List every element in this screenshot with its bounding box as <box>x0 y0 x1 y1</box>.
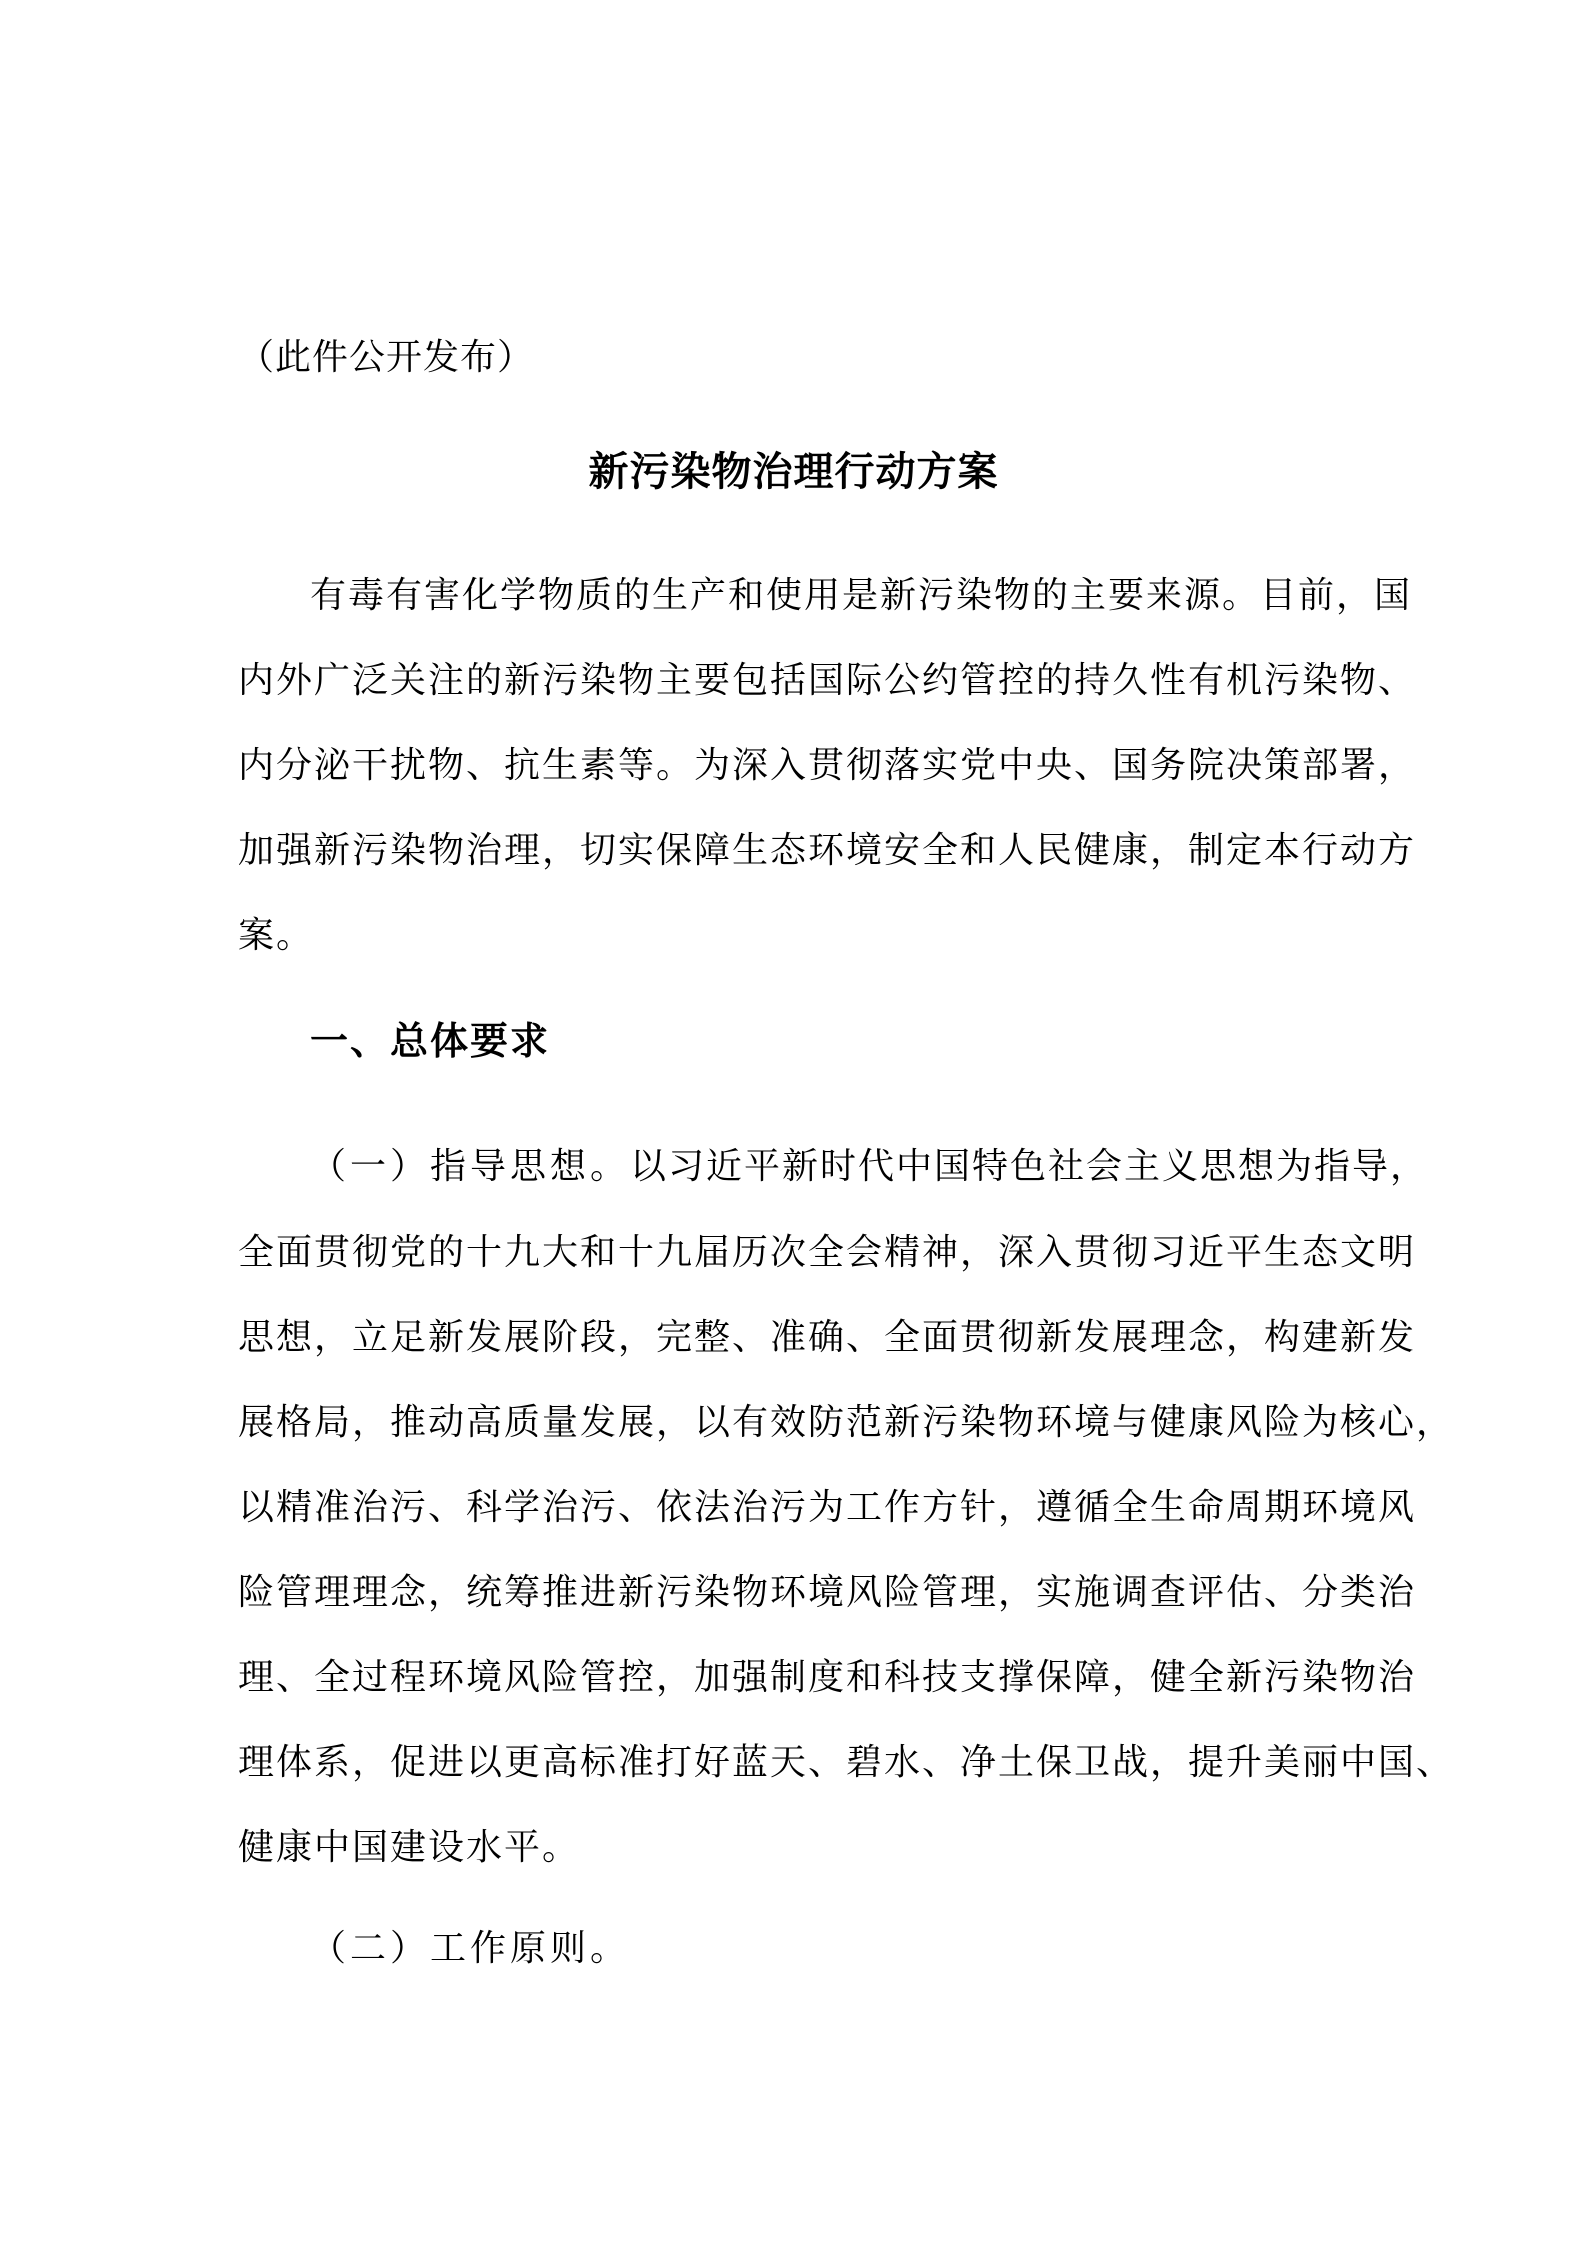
paragraph-line: 思想，立足新发展阶段，完整、准确、全面贯彻新发展理念，构建新发 <box>238 1316 1417 1357</box>
section-heading: 一、总体要求 <box>310 1021 551 1063</box>
document-title: 新污染物治理行动方案 <box>588 450 999 494</box>
paragraph-line: 以精准治污、科学治污、依法治污为工作方针，遵循全生命周期环境风 <box>238 1486 1417 1527</box>
subsection-lead: （一）指导思想。 <box>310 1146 631 1186</box>
working-principles-paragraph <box>238 1905 1448 1991</box>
paragraph-line-rest: 以习近平新时代中国特色社会主义思想为指导， <box>630 1145 1429 1186</box>
paragraph-line: 内外广泛关注的新污染物主要包括国际公约管控的持久性有机污染物、 <box>238 659 1417 700</box>
paragraph-line: 理体系，促进以更高标准打好蓝天、碧水、净土保卫战，提升美丽中国、 <box>238 1741 1455 1782</box>
paragraph-line: 有毒有害化学物质的生产和使用是新污染物的主要来源。目前，国 <box>310 574 1413 615</box>
subsection-lead: （二）工作原则。 <box>310 1928 631 1968</box>
paragraph-line: 案。 <box>238 914 315 955</box>
paragraph-line: 加强新污染物治理，切实保障生态环境安全和人民健康，制定本行动方 <box>238 829 1417 870</box>
paragraph-line: 理、全过程环境风险管控，加强制度和科技支撑保障，健全新污染物治 <box>238 1656 1417 1697</box>
distribution-note: （此件公开发布） <box>238 336 535 377</box>
paragraph-line <box>238 1905 1448 1991</box>
paragraph-line: 内分泌干扰物、抗生素等。为深入贯彻落实党中央、国务院决策部署， <box>238 744 1417 785</box>
paragraph-line: 全面贯彻党的十九大和十九届历次全会精神，深入贯彻习近平生态文明 <box>238 1231 1417 1272</box>
paragraph-line: 展格局，推动高质量发展，以有效防范新污染物环境与健康风险为核心， <box>238 1401 1455 1442</box>
intro-paragraph <box>238 552 1448 977</box>
paragraph-line: 险管理理念，统筹推进新污染物环境风险管理，实施调查评估、分类治 <box>238 1571 1417 1612</box>
paragraph-line: 健康中国建设水平。 <box>238 1826 581 1867</box>
guiding-ideology-paragraph <box>238 1123 1455 1889</box>
paragraph-line <box>238 1123 1448 1209</box>
